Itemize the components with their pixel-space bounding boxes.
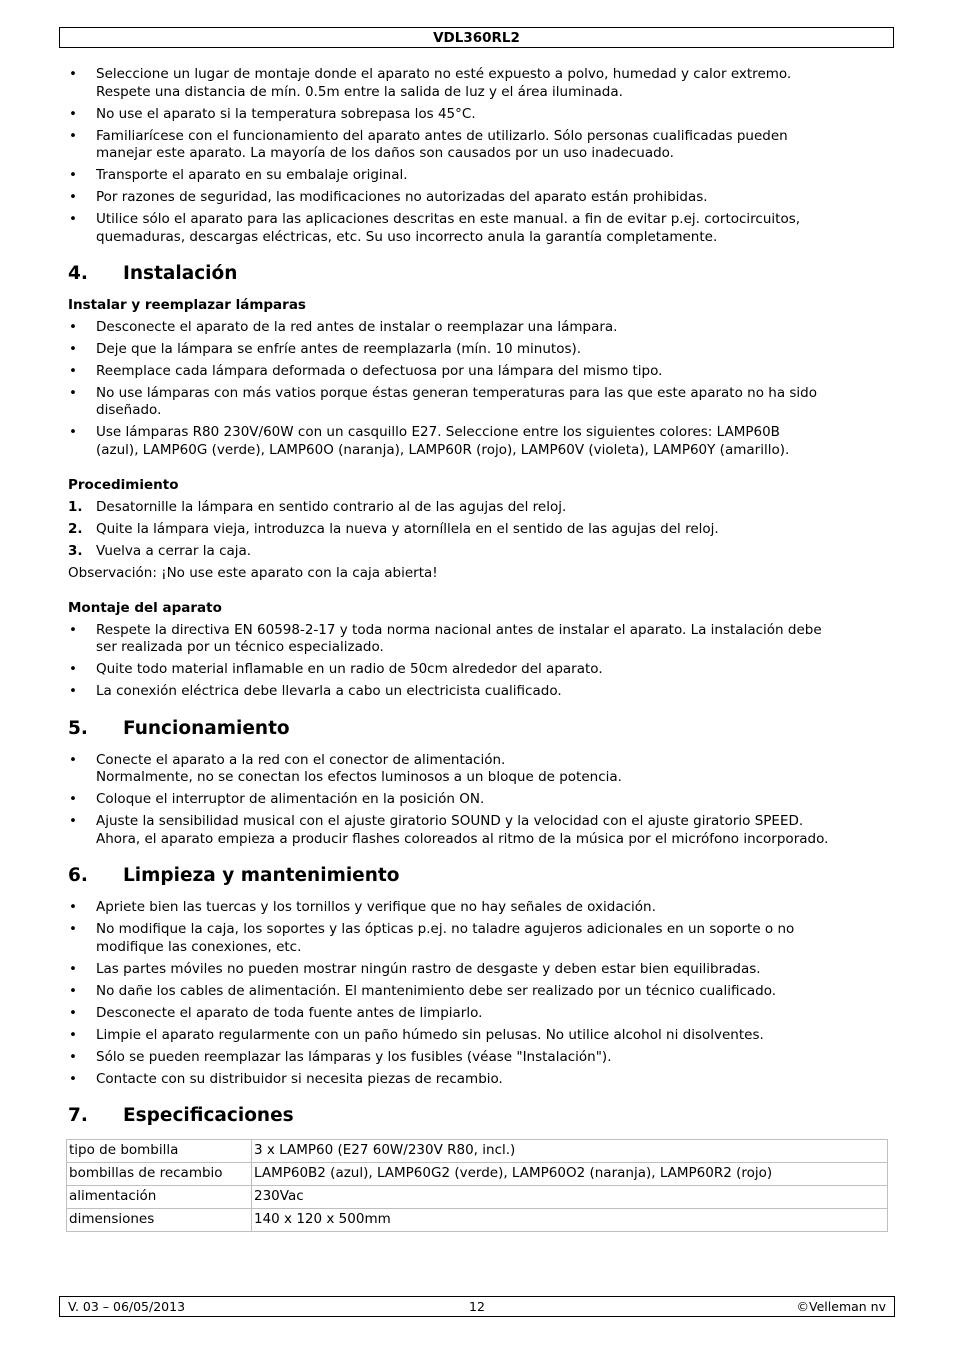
table-row — [67, 1140, 888, 1163]
list-item: • No modifique la caja, los soportes y las ópticas p.ej. no taladre agujeros adicionales en un soporte o no modifique las conexiones, etc. — [68, 921, 888, 956]
table-row — [67, 1186, 888, 1209]
list-item: • Deje que la lámpara se enfríe antes de reemplazarla (mín. 10 minutos). — [68, 341, 888, 359]
section-title-limpieza: 6. Limpieza y mantenimiento — [68, 865, 400, 886]
list-item: • Desconecte el aparato de toda fuente antes de limpiarlo. — [68, 1005, 888, 1023]
lamps-list — [68, 319, 888, 460]
list-item: • Respete la directiva EN 60598-2-17 y toda norma nacional antes de instalar el aparato. La instalación debe ser realizada por un técnico especializado. — [68, 622, 888, 657]
copyright-text: ©Velleman nv — [796, 1299, 886, 1314]
spec-key: bombillas de recambio — [67, 1163, 252, 1186]
spec-value: 140 x 120 x 500mm — [252, 1209, 888, 1232]
subheading-montaje: Montaje del aparato — [68, 600, 222, 616]
list-item: • La conexión eléctrica debe llevarla a cabo un electricista cualificado. — [68, 683, 888, 701]
list-item: • Seleccione un lugar de montaje donde el aparato no esté expuesto a polvo, humedad y calor extremo. Respete una distancia de mín. 0.5m entre la salida de luz y el área iluminada. — [68, 66, 888, 101]
step-item: 1. Desatornille la lámpara en sentido contrario al de las agujas del reloj. — [68, 498, 567, 515]
section-title-funcionamiento: 5. Funcionamiento — [68, 717, 290, 739]
list-item: • No dañe los cables de alimentación. El mantenimiento debe ser realizado por un técnico cualificado. — [68, 983, 888, 1001]
spec-key: alimentación — [67, 1186, 252, 1209]
list-item: • Las partes móviles no pueden mostrar ningún rastro de desgaste y deben estar bien equilibradas. — [68, 961, 888, 979]
section-title-instalacion: 4. Instalación — [68, 263, 238, 284]
list-item: • No use lámparas con más vatios porque éstas generan temperaturas para las que este aparato no ha sido diseñado. — [68, 385, 888, 420]
list-item: • No use el aparato si la temperatura sobrepasa los 45°C. — [68, 106, 888, 124]
list-item: • Apriete bien las tuercas y los tornillos y verifique que no hay señales de oxidación. — [68, 899, 888, 917]
list-item: • Use lámparas R80 230V/60W con un casquillo E27. Seleccione entre los siguientes colores: LAMP60B (azul), LAMP60G (verde), LAMP60O (naranja), LAMP60R (rojo), LAMP60V (violeta), LAMP60Y (amarillo). — [68, 424, 888, 459]
mount-list — [68, 622, 888, 701]
list-item: • Ajuste la sensibilidad musical con el ajuste giratorio SOUND y la velocidad con el ajuste giratorio SPEED. Ahora, el aparato empieza a producir flashes coloreados al ritmo de la música por el micrófono incorporado. — [68, 813, 888, 848]
section-title-especificaciones: 7. Especificaciones — [68, 1105, 294, 1126]
list-item: • Coloque el interruptor de alimentación en la posición ON. — [68, 791, 888, 809]
spec-value: 3 x LAMP60 (E27 60W/230V R80, incl.) — [252, 1140, 888, 1163]
spec-key: dimensiones — [67, 1209, 252, 1232]
table-row — [67, 1209, 888, 1232]
spec-key: tipo de bombilla — [67, 1140, 252, 1163]
table-row — [67, 1163, 888, 1186]
model-name: VDL360RL2 — [433, 30, 520, 46]
subheading-lamparas: Instalar y reemplazar lámparas — [68, 297, 306, 313]
page-content — [68, 66, 888, 1232]
intro-list — [68, 66, 888, 246]
step-item: 2. Quite la lámpara vieja, introduzca la nueva y atorníllela en el sentido de las agujas del reloj. — [68, 520, 719, 537]
list-item: • Sólo se pueden reemplazar las lámparas y los fusibles (véase "Instalación"). — [68, 1049, 888, 1067]
list-item: • Conecte el aparato a la red con el conector de alimentación. Normalmente, no se conectan los efectos luminosos a un bloque de potencia. — [68, 752, 888, 787]
version-text: V. 03 – 06/05/2013 — [68, 1299, 186, 1314]
list-item: • Quite todo material inflamable en un radio de 50cm alrededor del aparato. — [68, 661, 888, 679]
page-header — [59, 27, 894, 48]
page-footer — [59, 1296, 895, 1317]
note-text: Observación: ¡No use este aparato con la caja abierta! — [68, 564, 438, 581]
subheading-procedimiento: Procedimiento — [68, 477, 179, 493]
list-item: • Transporte el aparato en su embalaje original. — [68, 167, 888, 185]
list-item: • Por razones de seguridad, las modificaciones no autorizadas del aparato están prohibidas. — [68, 189, 888, 207]
page-number: 12 — [469, 1299, 485, 1314]
list-item: • Desconecte el aparato de la red antes de instalar o reemplazar una lámpara. — [68, 319, 888, 337]
maintenance-list — [68, 899, 888, 1088]
step-item: 3. Vuelva a cerrar la caja. — [68, 542, 252, 559]
operation-list — [68, 752, 888, 849]
list-item: • Utilice sólo el aparato para las aplicaciones descritas en este manual. a fin de evitar p.ej. cortocircuitos, quemaduras, descargas eléctricas, etc. Su uso incorrecto anula la garantía completamente. — [68, 211, 888, 246]
specs-table — [66, 1139, 888, 1232]
procedure-steps — [68, 499, 888, 561]
list-item: • Familiarícese con el funcionamiento del aparato antes de utilizarlo. Sólo personas cualificadas pueden manejar este aparato. La mayoría de los daños son causados por un uso inadecuado. — [68, 128, 888, 163]
list-item: • Limpie el aparato regularmente con un paño húmedo sin pelusas. No utilice alcohol ni disolventes. — [68, 1027, 888, 1045]
list-item: • Reemplace cada lámpara deformada o defectuosa por una lámpara del mismo tipo. — [68, 363, 888, 381]
spec-value: 230Vac — [252, 1186, 888, 1209]
list-item: • Contacte con su distribuidor si necesita piezas de recambio. — [68, 1071, 888, 1089]
spec-value: LAMP60B2 (azul), LAMP60G2 (verde), LAMP60O2 (naranja), LAMP60R2 (rojo) — [252, 1163, 888, 1186]
